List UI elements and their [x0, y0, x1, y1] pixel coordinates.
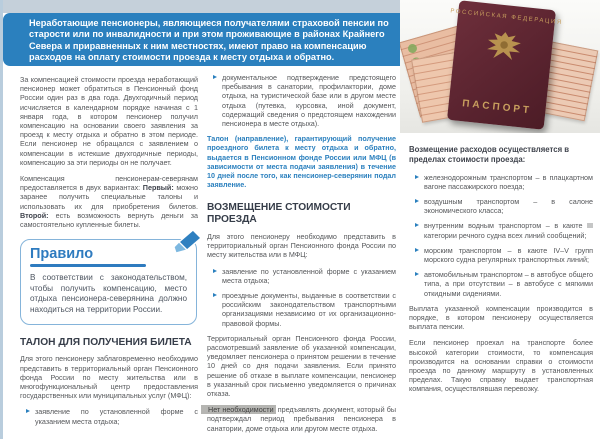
- bullet-arrow-icon: [213, 269, 217, 273]
- variant-second-label: Второй:: [20, 210, 49, 220]
- list-item: [409, 221, 593, 239]
- list-item-text: заявление по установленной форме с указанием места отдыха;: [222, 266, 396, 285]
- list-item: [207, 267, 396, 285]
- rule-title: Правило: [30, 246, 94, 263]
- variant-first-text: можно заранее получить специальные талоны и использовать их для приобретения билетов.: [20, 183, 198, 211]
- page-left-edge: [0, 0, 3, 439]
- info-banner: [3, 13, 415, 66]
- limits-heading: Возмещение расходов осуществляется в пределах стоимости проезда:: [409, 145, 570, 164]
- list-item: [409, 270, 593, 298]
- bullet-arrow-icon: [415, 248, 419, 252]
- bullet-arrow-icon: [415, 272, 419, 276]
- ticket-stamp-icon: [407, 43, 418, 54]
- reimbursement-intro-paragraph: Для этого пенсионеру необходимо представить в территориальный орган Пенсионного фонда России по месту жительства или в МФЦ:: [207, 232, 396, 260]
- list-item-text: железнодорожным транспортом – в плацкартном вагоне пассажирского поезда;: [424, 172, 593, 191]
- decision-paragraph: Территориальный орган Пенсионного фонда России, рассмотревший заявление об указанной компенсации, уведомляет пенсионера о принятом решении в течение 10 дней со дня подачи заявления. Если принято решение об отказе в выплате компенсации, пенсионер в указанный срок письменно уведомляется о причинах отказа.: [207, 333, 396, 399]
- bullet-arrow-icon: [415, 223, 419, 227]
- list-item-text: документальное подтверждение предстоящего пребывания в санатории, профилактории, доме отдыха, на туристической базе или в другом месте отдыха (путевка, курсовка, иной документ, содержащий сведения о предстоящем нахождении пенсионера в месте отдыха).: [222, 73, 396, 129]
- talon-note-paragraph: Талон (направление), гарантирующий получение проездного билета к месту отдыха и обратно, выдается в Пенсионном фонде России или МФЦ (в зависимости от места подачи заявления) в течение 10 дней после того, как пенсионер-северянин подал заявление.: [207, 134, 396, 190]
- bullet-arrow-icon: [213, 293, 217, 297]
- variants-lead: Компенсация пенсионерам-северянам предоставляется в двух вариантах:: [20, 174, 198, 193]
- passport-photo: [400, 0, 600, 133]
- list-item-text: проездные документы, выданные в соответствии с российским законодательством транспортными организациями независимо от их организационно-правовой формы.: [222, 291, 396, 328]
- rule-text: В соответствии с законодательством, чтобы получить компенсацию, место отдыха пенсионера-северянина должно находиться на территории России.: [30, 273, 187, 315]
- list-item: [207, 73, 396, 128]
- variant-second-text: есть возможность вернуть деньги за самостоятельно купленные билеты.: [20, 210, 198, 230]
- list-item-text: морским транспортом – в каюте IV–V групп морского судна регулярных транспортных линий;: [424, 245, 593, 265]
- list-item: [409, 173, 593, 191]
- list-item-text: автомобильным транспортом – в автобусе общего типа, а при отсутствии – в автобусе с мягкими откидными сидениями.: [424, 270, 593, 298]
- bullet-arrow-icon: [26, 409, 30, 413]
- variants-paragraph: [20, 174, 198, 229]
- bullet-arrow-icon: [415, 175, 419, 179]
- column-right: [409, 145, 593, 401]
- column-middle: [207, 73, 396, 440]
- passport-cover: [447, 0, 564, 129]
- section-heading-talon: ТАЛОН ДЛЯ ПОЛУЧЕНИЯ БИЛЕТА: [20, 336, 192, 348]
- list-item: [207, 291, 396, 328]
- section-heading-vozmeshenie: ВОЗМЕЩЕНИЕ СТОИМОСТИ ПРОЕЗДА: [207, 202, 351, 226]
- rule-underline: [30, 264, 146, 267]
- info-banner-text: Неработающие пенсионеры, являющиеся получателями страховой пенсии по старости или по инвалидности и при этом проживающие в районах Крайнего Севера и приравненных к ним местностях, имеют право на компенсацию расходов на оплату стоимости проезда к месту отдыха и обратно.: [29, 18, 389, 63]
- list-item: [409, 246, 593, 264]
- higher-category-paragraph: Если пенсионер проехал на транспорте более высокой категории стоимости, то компенсация производится на основании справки о стоимости проезда по данному маршруту в установленных пределах. Такую справку выдает транспортная компания, осуществлявшая перевозку.: [409, 338, 593, 394]
- list-item-text: заявление по установленной форме с указанием места отдыха;: [35, 407, 198, 426]
- list-item-text: воздушным транспортом – в салоне экономического класса;: [424, 197, 593, 216]
- passport-country-text: РОССИЙСКАЯ ФЕДЕРАЦИЯ: [450, 8, 564, 27]
- list-item-text: внутренним водным транспортом – в каюте III категории речного судна всех линий сообщений;: [424, 221, 593, 240]
- list-item: [409, 197, 593, 215]
- column-left: [20, 75, 198, 432]
- passport-word-text: ПАСПОРТ: [461, 98, 533, 117]
- rule-box: [20, 239, 197, 324]
- intro-paragraph: За компенсацией стоимости проезда неработающий пенсионер может обратиться в Пенсионный фонд России один раз в два года. Двухгодичный период исчисляется в календарном порядке начиная с 1 января года, в котором пенсионер получил компенсацию на основании своего заявления за проезд к месту отдыха и обратно в этом периоде. Если пенсионер не обращался с заявлением о компенсации в истекшие двухгодичные периоды, компенсацию за эти периоды он не получает.: [20, 75, 198, 167]
- no-need-rest: предъявлять документ, который бы подтверждал период пребывания пенсионера в санатории, доме отдыха или другом месте отдыха.: [207, 405, 396, 433]
- bullet-arrow-icon: [213, 75, 217, 79]
- highlighter-icon: [165, 227, 203, 257]
- no-need-paragraph: [207, 405, 396, 433]
- double-eagle-emblem-icon: [482, 26, 526, 66]
- bullet-arrow-icon: [415, 199, 419, 203]
- list-item: [20, 407, 198, 425]
- variant-first-label: Первый:: [142, 183, 174, 193]
- talon-intro-paragraph: Для этого пенсионеру заблаговременно необходимо представить в территориальный орган Пенсионного фонда России по месту жительства или в многофункциональный центр предоставления государственных или муниципальных услуг (МФЦ):: [20, 354, 198, 401]
- highlighted-phrase: Нет необходимости: [201, 405, 276, 414]
- payment-order-paragraph: Выплата указанной компенсации производится в порядке, в котором пенсионеру осуществляется выплата пенсии.: [409, 303, 593, 332]
